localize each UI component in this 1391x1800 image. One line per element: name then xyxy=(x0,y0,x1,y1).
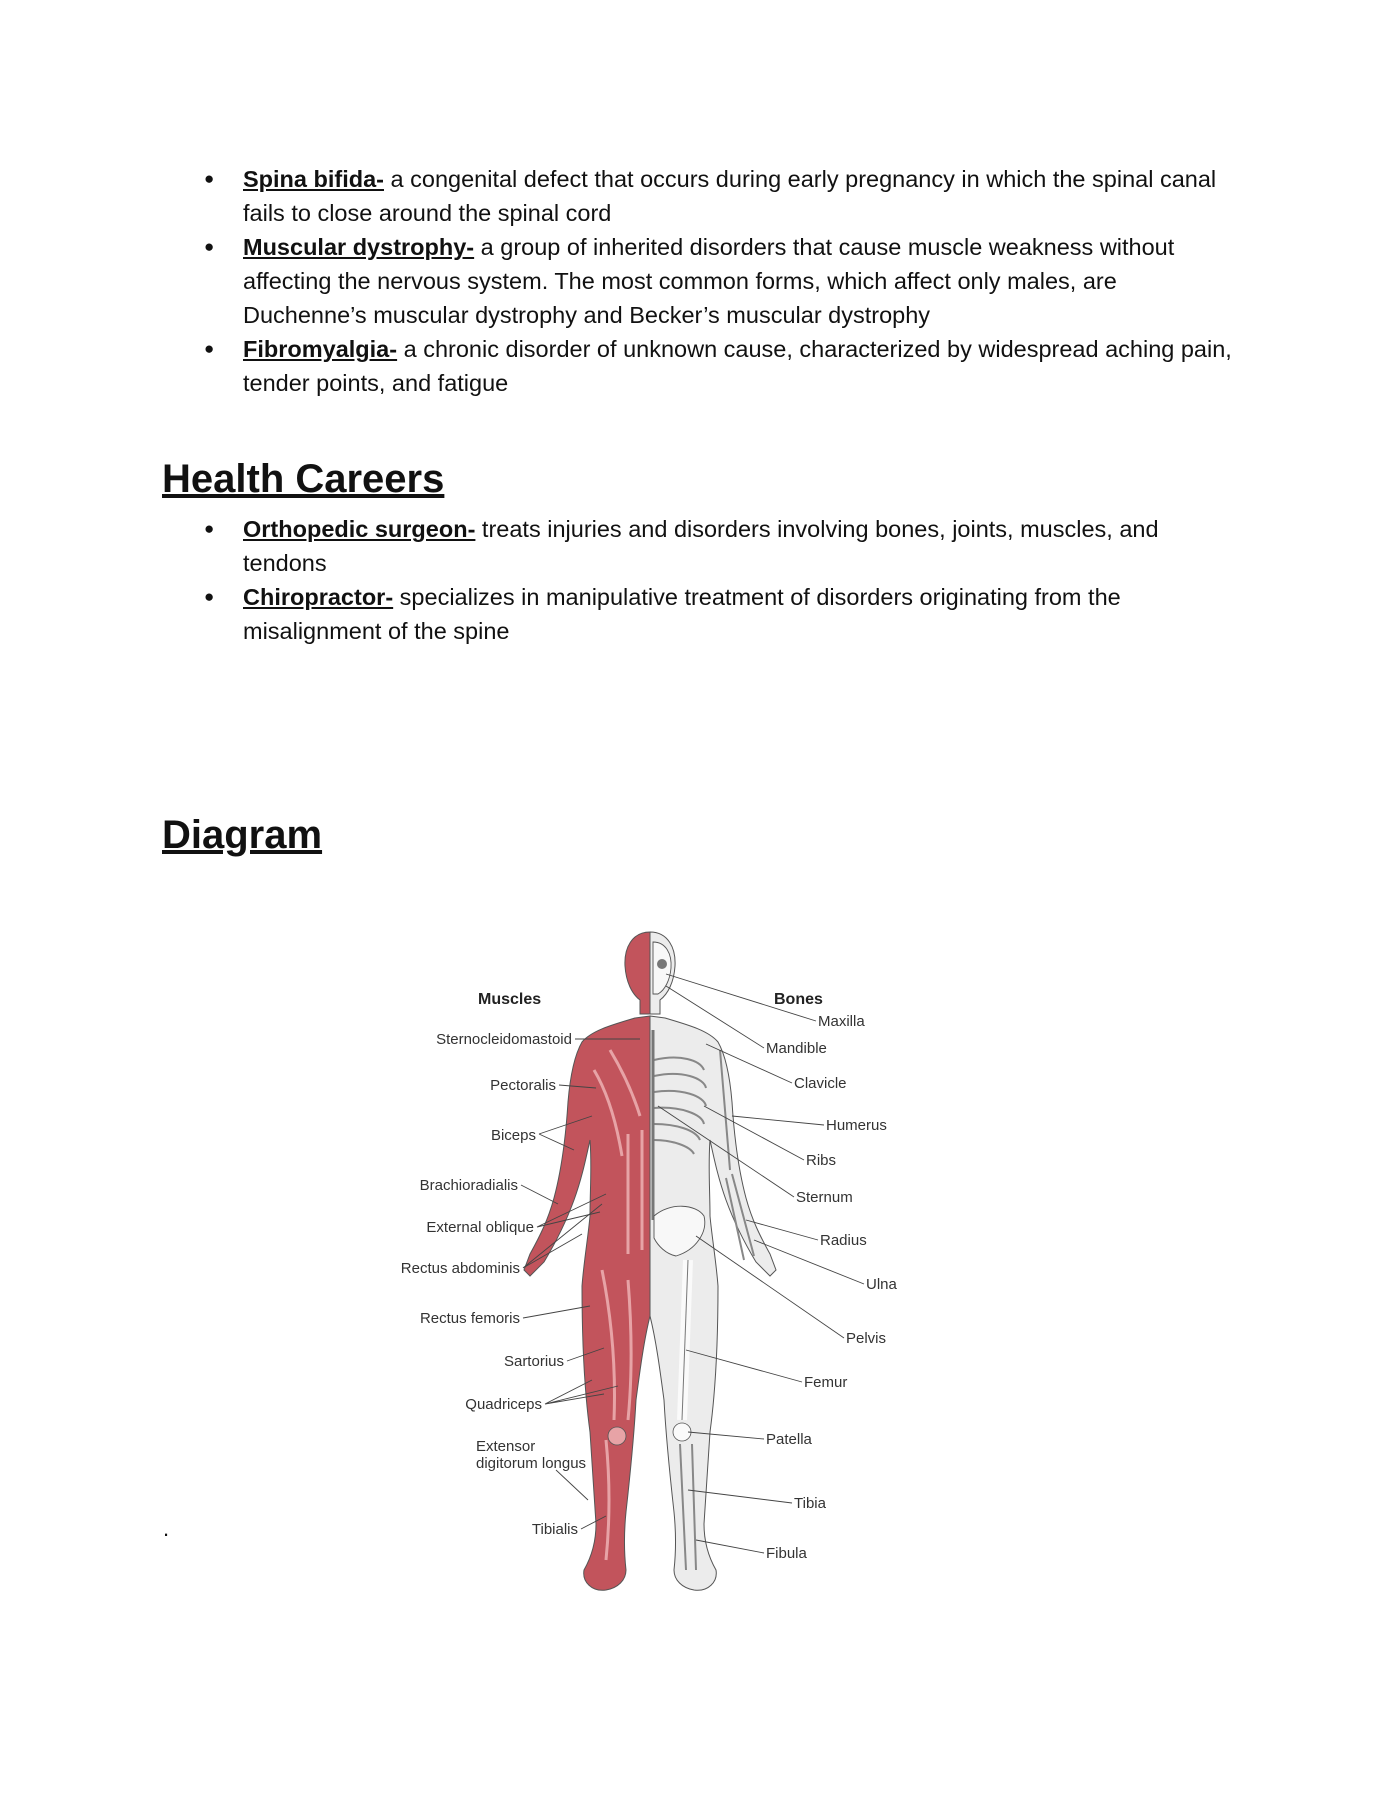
list-item xyxy=(162,230,1242,332)
list-item xyxy=(162,512,1242,580)
list-item xyxy=(162,162,1242,230)
muscle-head xyxy=(625,932,650,1014)
label-patella: Patella xyxy=(766,1431,812,1448)
bones-header: Bones xyxy=(774,991,823,1008)
label-rectus-femoris: Rectus femoris xyxy=(419,1310,520,1327)
label-brachioradialis: Brachioradialis xyxy=(419,1177,518,1194)
muscles-header: Muscles xyxy=(478,991,542,1008)
term: Chiropractor- xyxy=(243,584,394,610)
label-pelvis: Pelvis xyxy=(846,1330,887,1347)
label-tibialis: Tibialis xyxy=(531,1521,578,1538)
label-pectoralis: Pectoralis xyxy=(490,1077,556,1094)
label-sternocleidomastoid: Sternocleidomastoid xyxy=(436,1031,572,1048)
section-heading-health-careers: Health Careers xyxy=(162,457,445,501)
label-tibia: Tibia xyxy=(794,1495,826,1512)
disorder-list xyxy=(162,162,1242,400)
anatomy-figure-svg xyxy=(370,920,930,1625)
trailing-period: . xyxy=(163,1516,170,1541)
definition: a group of inherited disorders that cause muscle weakness without affecting the nervous system. The most common forms, which affect only males, are Duchenne’s muscular dystrophy and Becker’s muscular dystrophy xyxy=(243,234,1175,328)
muscle-torso xyxy=(524,1016,650,1590)
list-item xyxy=(162,332,1242,400)
anatomy-diagram xyxy=(370,920,930,1625)
label-extensor: Extensor xyxy=(476,1438,536,1455)
list-item xyxy=(162,580,1242,648)
label-clavicle: Clavicle xyxy=(794,1075,847,1092)
definition: a congenital defect that occurs during early pregnancy in which the spinal canal fails to close around the spinal cord xyxy=(243,166,1217,226)
label-maxilla: Maxilla xyxy=(818,1013,865,1030)
label-rectus-abdominis: Rectus abdominis xyxy=(400,1260,520,1277)
label-digitorum-longus: digitorum longus xyxy=(476,1455,587,1472)
label-femur: Femur xyxy=(804,1374,848,1391)
careers-list xyxy=(162,512,1242,648)
label-humerus: Humerus xyxy=(826,1117,887,1134)
label-radius: Radius xyxy=(820,1232,867,1249)
definition: treats injuries and disorders involving bones, joints, muscles, and tendons xyxy=(243,516,1159,576)
definition: a chronic disorder of unknown cause, characterized by widespread aching pain, tender points, and fatigue xyxy=(243,336,1232,396)
definition: specializes in manipulative treatment of disorders originating from the misalignment of the spine xyxy=(243,584,1121,644)
label-ulna: Ulna xyxy=(866,1276,897,1293)
term: Fibromyalgia- xyxy=(243,336,398,362)
label-sternum: Sternum xyxy=(796,1189,853,1206)
term: Muscular dystrophy- xyxy=(243,234,475,260)
label-quadriceps: Quadriceps xyxy=(465,1396,542,1413)
label-biceps: Biceps xyxy=(490,1127,536,1144)
label-external-oblique: External oblique xyxy=(426,1219,534,1236)
label-mandible: Mandible xyxy=(766,1040,827,1057)
term: Spina bifida- xyxy=(243,166,384,192)
muscle-knee xyxy=(608,1427,626,1445)
section-heading-diagram: Diagram xyxy=(162,813,323,857)
bone-half xyxy=(650,932,776,1590)
label-fibula: Fibula xyxy=(766,1545,807,1562)
term: Orthopedic surgeon- xyxy=(243,516,476,542)
label-sartorius: Sartorius xyxy=(503,1353,564,1370)
label-ribs: Ribs xyxy=(806,1152,837,1169)
bone-eye-socket xyxy=(657,959,667,969)
bone-outline xyxy=(650,932,776,1590)
